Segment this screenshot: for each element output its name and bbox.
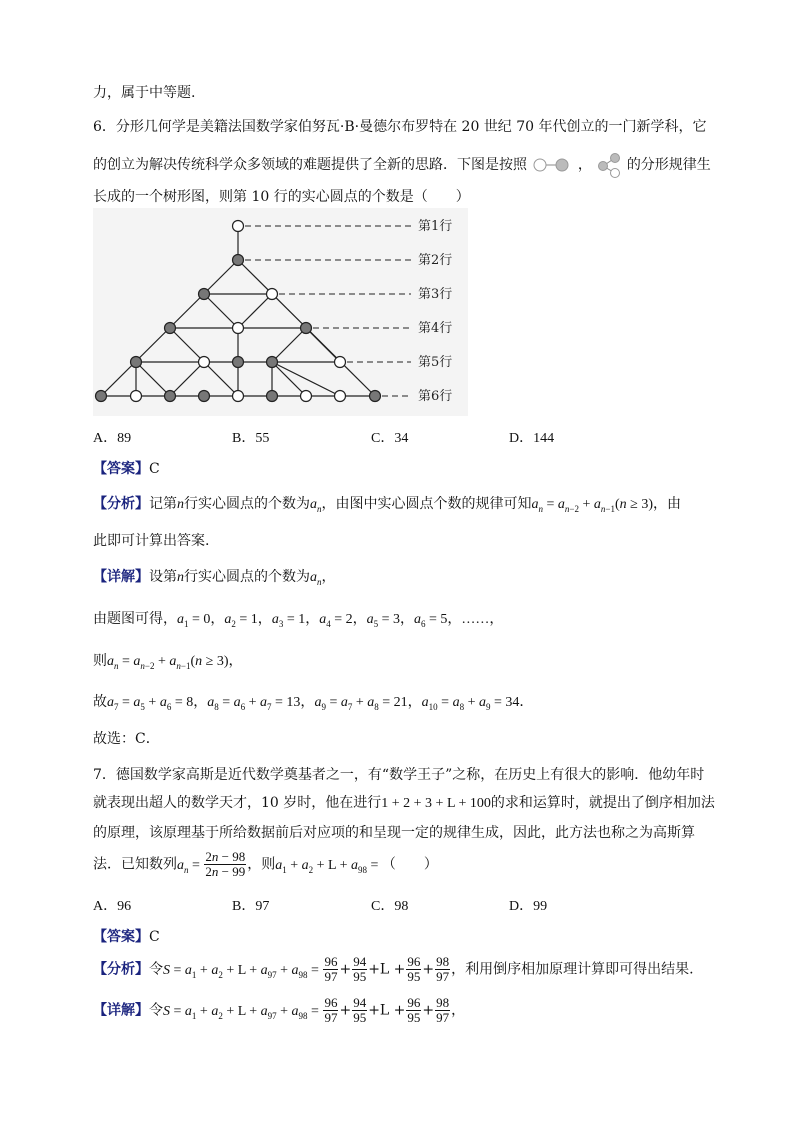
fractal-rule-solid-branch-icon [596,152,622,178]
q6-known-values: 由题图可得，$a_1 = 0$，$a_2 = 1$，$a_3 = 1$，$a_4 = 2$，$a_5 = 3$，$a_6 = 5$，……， [93,611,504,629]
q6-analysis-recurrence: $a_n = a_{n-2} + a_{n-1}(n \ge 3)$ [531,497,653,514]
q7-detail-a: 令 [149,1002,163,1019]
q6-answer-value: C [149,461,160,477]
q6-answer-tag: 【答案】 [93,461,149,477]
q7-stem-line1: 7．德国数学家高斯是近代数学奠基者之一，有“数学王子”之称，在历史上有很大的影响．他幼年时 [93,767,705,783]
row-label-6: 第6行 [418,389,453,404]
q6-option-a: A．89 [93,431,132,446]
q7-stem-line4: 法．已知数列$a_n$ = $\frac{2n - 98}{2n - 99}$ ，则$a_1 + a_2 + L + a_{98}$ = （ ） [93,849,438,879]
q6-detail: 【详解】设第n行实心圆点的个数为$a_n$， [93,569,336,587]
q6-detail-a: 设第 [149,569,177,585]
q6-stem-line1: 6．分形几何学是美籍法国数学家伯努瓦·B·曼德尔布罗特在 20 世纪 70 年代创立的一门新学科，它 [93,119,707,135]
q6-option-b: B．55 [232,431,270,446]
q6-analysis-tag: 【分析】 [93,496,149,512]
q7-detail-b: ， [451,1002,466,1019]
q6-computation-line: 故$a_7 = a_5 + a_6 = 8$，$a_8 = a_6 + a_7 = 13$，$a_9 = a_7 + a_8 = 21$，$a_{10} = a_8 + a_9 = 34$． [93,694,534,712]
q6-stem-line3: 长成的一个树形图，则第 10 行的实心圆点的个数是（ ） [93,189,470,205]
row-label-2: 第2行 [418,253,453,268]
q6-therefore-label: 故 [93,694,107,710]
q6-analysis-line2: 此即可计算出答案. [93,533,210,549]
q6-detail-tag: 【详解】 [93,569,149,585]
row-label-5: 第5行 [418,355,453,370]
q7-option-d: D．99 [509,899,548,914]
q7-detail: 【详解】令$S = a_1 + a_2 + L + a_{97} + a_{98}$ = $\frac{96}{97}$ + $\frac{94}{95}$ +L + $\frac{96}{95}$ + $\frac{98}{97}$ ， [93,995,466,1025]
q7-analysis: 【分析】令$S = a_1 + a_2 + L + a_{97} + a_{98}$ = $\frac{96}{97}$ + $\frac{94}{95}$ +L + $\frac{96}{95}$ + $\frac{98}{97}$ ，利用倒序相加原理计算即可得出结果. [93,954,694,984]
q7-answer-value: C [149,929,160,945]
q6-recurrence-line: 则$a_n = a_{n-2} + a_{n-1}(n \ge 3)$， [93,653,243,671]
q7-detail-tag: 【详解】 [93,1002,149,1019]
q6-answer [93,458,160,478]
q6-analysis: 【分析】记第n行实心圆点的个数为$a_n$，由图中实心圆点个数的规律可知$a_n = a_{n-2} + a_{n-1}(n \ge 3)$，由 [93,496,681,514]
q7-answer-tag: 【答案】 [93,929,149,945]
row-label-4: 第4行 [418,321,453,336]
q7-stem-line4-a: 法．已知数列 [93,856,177,873]
q7-stem-line4-b: ，则 [247,856,276,873]
q7-analysis-tag: 【分析】 [93,961,149,978]
q7-option-a: A．96 [93,899,132,914]
q6-then-label: 则 [93,653,107,669]
q7-stem-line2-a: 就表现出超人的数学天才，10 岁时，他在进行 [93,795,382,811]
q6-analysis-b: 行实心圆点的个数为 [184,496,310,512]
q7-stem-line3: 的原理，该原理基于所给数据前后对应项的和呈现一定的规律生成，因此，此方法也称之为高斯算 [93,825,695,841]
q7-stem-line2-b: 的求和运算时，就提出了倒序相加法 [490,795,715,811]
intro-tail-text: 力，属于中等题. [93,85,196,101]
q6-stem-line2-a: 的创立为解决传统科学众多领域的难题提供了全新的思路．下图是按照 [93,157,527,173]
row-label-3: 第3行 [418,287,453,302]
q6-detail-c: ， [321,569,336,585]
row-label-1: 第1行 [418,219,453,234]
q6-known-label: 由题图可得， [93,611,177,627]
q7-option-c: C．98 [371,899,409,914]
q7-analysis-a: 令 [149,961,163,978]
fractal-tree-figure [93,208,468,416]
q6-stem-line2-b: ， [577,157,592,173]
q6-stem-line2 [93,152,711,178]
q7-analysis-b: ，利用倒序相加原理计算即可得出结果. [451,961,694,978]
q7-stem-line2: 就表现出超人的数学天才，10 岁时，他在进行1 + 2 + 3 + L + 100的求和运算时，就提出了倒序相加法 [93,795,715,811]
q7-stem-line4-c: （ ） [381,856,438,873]
q6-stem-line2-c: 的分形规律生 [626,157,711,173]
fractal-rule-hollow-to-solid-icon [531,154,573,176]
q6-analysis-a: 记第 [149,496,177,512]
q6-detail-b: 行实心圆点的个数为 [184,569,310,585]
q7-option-b: B．97 [232,899,270,914]
q6-analysis-c: ，由图中实心圆点个数的规律可知 [321,496,532,512]
q6-option-c: C．34 [371,431,409,446]
q6-option-d: D．144 [509,431,555,446]
q6-analysis-d: ，由 [653,496,681,512]
q6-choose: 故选：C． [93,731,160,747]
q7-answer [93,926,160,946]
